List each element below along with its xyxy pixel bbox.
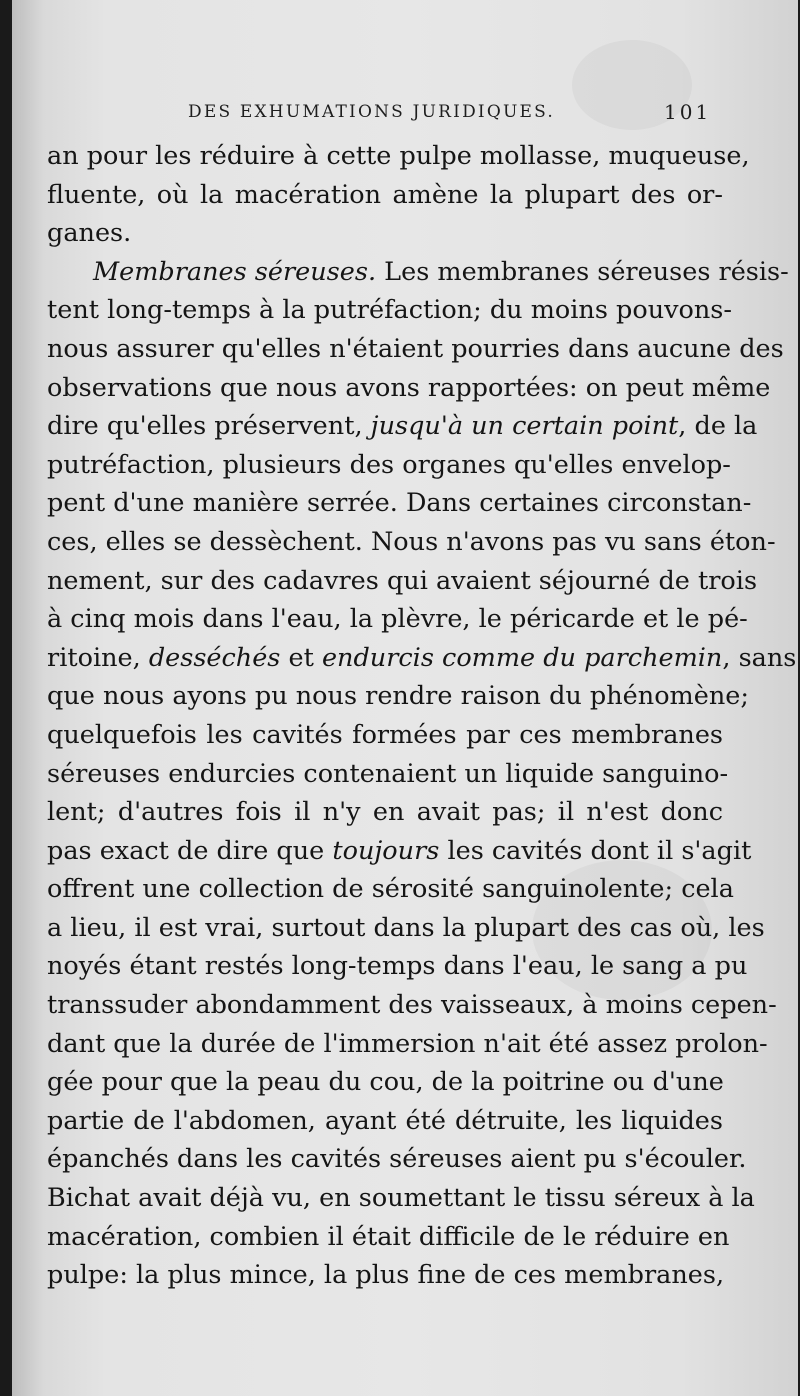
text-line: macération, combien il était difficile de le réduire en (47, 1221, 730, 1252)
text-line: pulpe: la plus mince, la plus fine de ces membranes, (47, 1260, 725, 1291)
text-line: observations que nous avons rapportées: on peut même (47, 372, 771, 403)
text-line: fluente, où la macération amène la plupart des or- (47, 179, 723, 210)
text-line: an pour les réduire à cette pulpe mollasse, muqueuse, (47, 141, 750, 171)
text-line: épanchés dans les cavités séreuses aient pu s'écouler. (47, 1144, 747, 1175)
text-line: Membranes séreuses. Les membranes séreuses résis- (93, 256, 789, 287)
running-header (12, 98, 798, 130)
text-line: pent d'une manière serrée. Dans certaines circonstan- (47, 488, 752, 519)
running-title: DES EXHUMATIONS JURIDIQUES. (188, 102, 555, 122)
text-body (47, 137, 797, 1295)
text-line: tent long-temps à la putréfaction; du moins pouvons- (47, 295, 733, 326)
page-number: 101 (664, 100, 712, 124)
italic-phrase: Membranes séreuses. (93, 256, 377, 287)
text-line: nement, sur des cadavres qui avaient séjourné de trois (47, 565, 758, 596)
text-line: pas exact de dire que toujours les cavités dont il s'agit (47, 835, 752, 866)
italic-phrase: toujours (332, 835, 440, 866)
text-line: transsuder abondamment des vaisseaux, à moins cepen- (47, 990, 777, 1021)
text-line: dire qu'elles préservent, jusqu'à un certain point, de la (47, 411, 758, 442)
text-line: que nous ayons pu nous rendre raison du phénomène; (47, 681, 749, 712)
book-page (12, 0, 798, 1396)
text-line: lent; d'autres fois il n'y en avait pas; il n'est donc (47, 797, 723, 828)
text-line: à cinq mois dans l'eau, la plèvre, le péricarde et le pé- (47, 604, 748, 635)
text-line: gée pour que la peau du cou, de la poitrine ou d'une (47, 1067, 724, 1098)
text-line: ces, elles se dessèchent. Nous n'avons pas vu sans éton- (47, 526, 776, 557)
text-line: ritoine, desséchés et endurcis comme du parchemin, sans (47, 642, 797, 673)
text-line: noyés étant restés long-temps dans l'eau, le sang a pu (47, 951, 748, 982)
text-line: séreuses endurcies contenaient un liquide sanguino- (47, 758, 729, 789)
text-line: dant que la durée de l'immersion n'ait été assez prolon- (47, 1028, 768, 1059)
text-line: putréfaction, plusieurs des organes qu'elles envelop- (47, 449, 731, 480)
text-line: partie de l'abdomen, ayant été détruite, les liquides (47, 1105, 723, 1136)
text-line: quelquefois les cavités formées par ces membranes (47, 719, 723, 750)
text-line: nous assurer qu'elles n'étaient pourries dans aucune des (47, 333, 784, 364)
text-line: a lieu, il est vrai, surtout dans la plupart des cas où, les (47, 912, 765, 943)
text-line: offrent une collection de sérosité sanguinolente; cela (47, 874, 734, 905)
text-line: ganes. (47, 218, 132, 249)
italic-phrase: desséchés (148, 642, 281, 673)
italic-phrase: endurcis comme du parchemin (321, 642, 723, 673)
italic-phrase: jusqu'à un certain point (370, 411, 679, 442)
text-line: Bichat avait déjà vu, en soumettant le tissu séreux à la (47, 1183, 755, 1214)
